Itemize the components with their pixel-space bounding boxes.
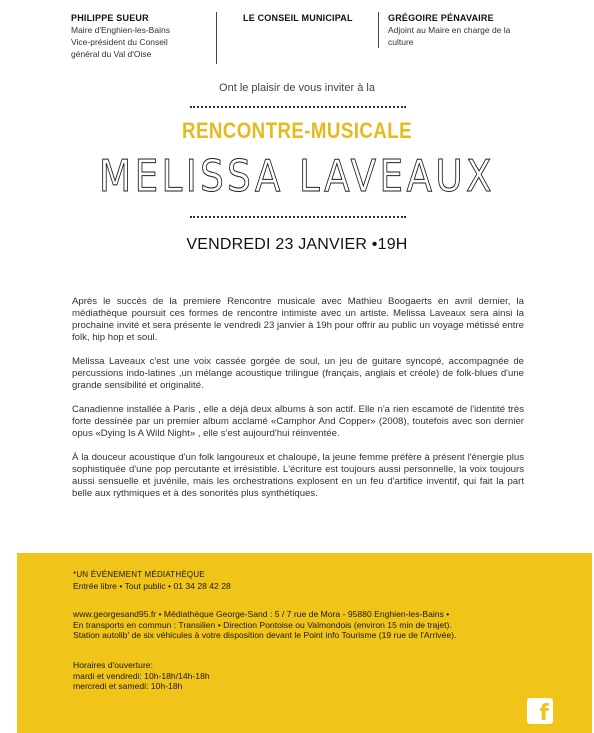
event-date: VENDREDI 23 JANVIER •19H bbox=[186, 236, 408, 253]
signatory-title-line: Adjoint au Maire en charge de la bbox=[388, 25, 511, 35]
signatory-title-line: Maire d'Enghien-les-Bains bbox=[71, 25, 170, 35]
opening-hours-line: mercredi et samedi: 10h-18h bbox=[73, 681, 183, 691]
event-info-block bbox=[73, 570, 231, 591]
dotted-divider bbox=[190, 106, 406, 108]
info-footer bbox=[17, 553, 592, 733]
venue-address: www.georgesand95.fr • Médiathèque George-Sand : 5 / 7 rue de Mora - 95880 Enghien-les-Bains • bbox=[73, 609, 450, 619]
event-description bbox=[72, 296, 524, 512]
artist-name: MELISSA LAVEAUX bbox=[99, 151, 495, 202]
opening-hours-title: Horaires d'ouverture: bbox=[73, 660, 153, 670]
venue-info-block bbox=[73, 609, 456, 641]
header-divider bbox=[378, 12, 379, 48]
description-paragraph: À la douceur acoustique d'un folk langoureux et chaloupé, la jeune femme préfère à présent l'énergie plus sophistiquée d'une pop percutante et irrésistible. L'écriture est toujours aussi personnelle, la voix toujours aussi sensuelle et juvénile, mais les orchestrations explosent en un feu d'artifice inventif, qui fait la part belle aux rythmiques et à des sonorités plus synthétiques. bbox=[72, 452, 524, 499]
transport-info: En transports en commun : Transilien • Direction Pontoise ou Valmondois (environ 15 min de trajet). bbox=[73, 619, 452, 630]
header-divider bbox=[216, 12, 217, 64]
opening-hours-line: mardi et vendredi: 10h-18h/14h-18h bbox=[73, 670, 210, 681]
autolib-info: Station autolib' de six véhicules à votre disposition devant le Point info Tourisme (19 rue de l'Arrivée). bbox=[73, 630, 457, 640]
dotted-divider bbox=[190, 216, 406, 218]
description-paragraph: Canadienne installée à Paris , elle a déjà deux albums à son actif. Elle n'a rien escamoté de l'identité très forte dessinée par un premier album acclamé «Camphor And Copper» (2008), toutefois avec son dernier opus «Dying Is A Wild Night» , elle s'est aujourd'hui réinventée. bbox=[72, 404, 524, 439]
description-paragraph: Melissa Laveaux c'est une voix cassée gorgée de soul, un jeu de guitare syncopé, accompagnée de percussions indo-latines ,un mélange acoustique trilingue (français, anglais et créole) de folk-blues d'une grande sensibilité et originalité. bbox=[72, 356, 524, 391]
opening-hours-block bbox=[73, 660, 210, 692]
signatory-title-line: général du Val d'Oise bbox=[71, 49, 152, 59]
header-signatory-council bbox=[243, 12, 363, 24]
event-organizer: *UN ÉVÉNEMENT MÉDIATHÈQUE bbox=[73, 570, 205, 579]
signatory-title-line: Vice-président du Conseil bbox=[71, 37, 168, 47]
header-signatory-mayor bbox=[71, 12, 206, 60]
event-type-title: RENCONTRE-MUSICALE bbox=[182, 118, 412, 143]
invitation-line: Ont le plaisir de vous inviter à la bbox=[219, 82, 375, 94]
signatory-name: GRÉGOIRE PÉNAVAIRE bbox=[388, 13, 494, 23]
signatory-title-line: culture bbox=[388, 37, 414, 47]
description-paragraph: Après le succès de la premiere Rencontre musicale avec Mathieu Boogaerts en avril dernier, la médiathèque poursuit ces formes de rencontre intimiste avec un artiste. Melissa Laveaux sera ainsi la prochaine invité et sera présente le vendredi 23 janvier à 19h pour offrir au public un voyage métissé entre folk, hip hop et soul. bbox=[72, 296, 524, 343]
signatory-name: PHILIPPE SUEUR bbox=[71, 13, 149, 23]
event-access-info: Entrée libre • Tout public • 01 34 28 42 28 bbox=[73, 580, 231, 591]
header-signatory-deputy bbox=[388, 12, 528, 48]
artist-name-outline bbox=[95, 150, 499, 200]
facebook-icon[interactable]: f bbox=[527, 698, 553, 724]
signatory-name: LE CONSEIL MUNICIPAL bbox=[243, 13, 353, 23]
